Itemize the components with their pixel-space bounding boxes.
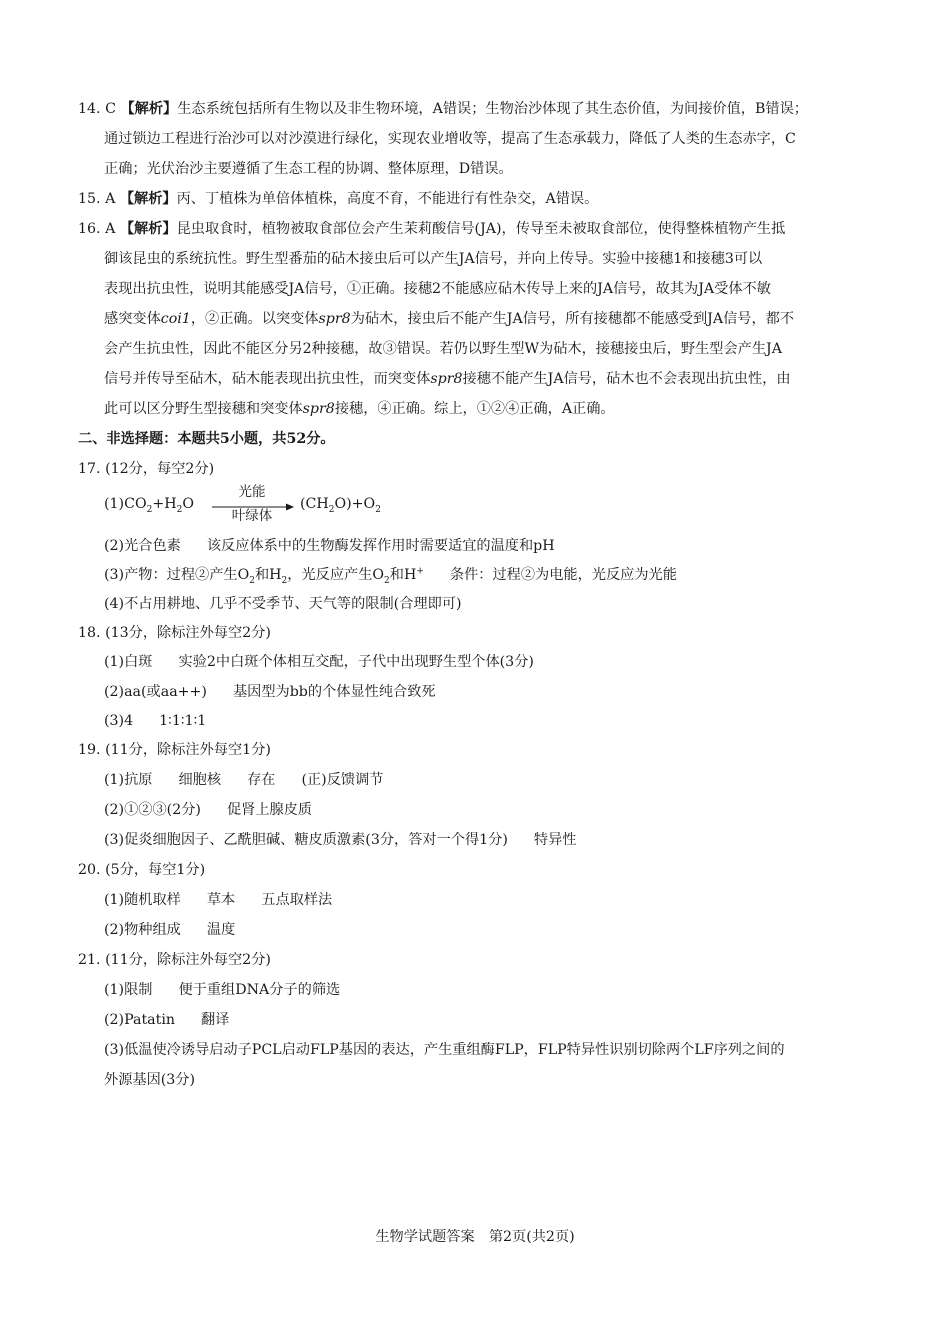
q15-analysis-tag: 【解析】 bbox=[119, 191, 177, 207]
q16-line-4 bbox=[104, 309, 878, 329]
q21-heading: 21. (11分，除标注外每空2分) bbox=[78, 952, 271, 968]
q16-line-3: 表现出抗虫性，说明其能感受JA信号，①正确。接穗2不能感应砧木传导上来的JA信号，故其为JA受体不敏 bbox=[104, 281, 771, 297]
q14-line-1 bbox=[78, 99, 878, 119]
q19-heading: 19. (11分，除标注外每空1分) bbox=[78, 742, 271, 758]
section-2-heading: 二、非选择题：本题共5小题，共52分。 bbox=[78, 431, 335, 447]
gene-spr8: spr8 bbox=[318, 311, 351, 327]
q17-equation bbox=[104, 486, 604, 526]
q16-text-4a: 感突变体 bbox=[104, 311, 161, 327]
q18-heading: 18. (13分，除标注外每空2分) bbox=[78, 625, 271, 641]
arrow-condition-chloroplast: 叶绿体 bbox=[231, 508, 273, 524]
q16-line-7 bbox=[104, 399, 878, 419]
q16-line-2: 御该昆虫的系统抗性。野生型番茄的砧木接虫后可以产生JA信号，并向上传导。实验中接穗1和接穗3可以 bbox=[104, 251, 763, 267]
q16-line-6 bbox=[104, 369, 878, 389]
gene-coi1: coi1 bbox=[160, 311, 191, 327]
q16-text-7b: 接穗，④正确。综上，①②④正确，A正确。 bbox=[334, 401, 615, 417]
q18-answer-1: (1)白斑 实验2中白斑个体相互交配，子代中出现野生型个体(3分) bbox=[104, 654, 534, 670]
q17-answer-4: (4)不占用耕地、几乎不受季节、天气等的限制(合理即可) bbox=[104, 596, 462, 612]
q21-answer-2: (2)Patatin 翻译 bbox=[104, 1012, 230, 1028]
q16-analysis-tag: 【解析】 bbox=[119, 221, 177, 237]
q21-answer-1: (1)限制 便于重组DNA分子的筛选 bbox=[104, 982, 341, 998]
q19-answer-3: (3)促炎细胞因子、乙酰胆碱、糖皮质激素(3分，答对一个得1分) 特异性 bbox=[104, 832, 577, 848]
q14-number: 14. C bbox=[78, 101, 116, 117]
q16-text-4c: 为砧木，接虫后不能产生JA信号，所有接穗都不能感受到JA信号，都不 bbox=[350, 311, 795, 327]
q20-answer-1: (1)随机取样 草本 五点取样法 bbox=[104, 892, 333, 908]
q21-answer-3-cont: 外源基因(3分) bbox=[104, 1072, 196, 1088]
q16-line-5: 会产生抗虫性，因此不能区分另2种接穗，故③错误。若仍以野生型W为砧木，接穗接虫后，野生型会产生JA bbox=[104, 341, 782, 357]
q16-line-1 bbox=[78, 219, 878, 239]
equation-reactants: $(1)CO_2+H_2O$ bbox=[104, 496, 194, 515]
q14-line-2: 通过锁边工程进行治沙可以对沙漠进行绿化，实现农业增收等，提高了生态承载力，降低了人类的生态赤字，C bbox=[104, 131, 796, 147]
q16-number: 16. A bbox=[78, 221, 116, 237]
q17-answer-3: (3)产物：过程②产生$O_2$和$H_2$，光反应产生$O_2$和H+ 条件：过程②为电能，光反应为光能 bbox=[104, 566, 677, 585]
q20-heading: 20. (5分，每空1分) bbox=[78, 862, 206, 878]
q16-text-6b: 接穗不能产生JA信号，砧木也不会表现出抗虫性，由 bbox=[462, 371, 791, 387]
equation-products: $(CH_2O)+O_2$ bbox=[300, 496, 381, 515]
q19-answer-2: (2)①②③(2分) 促肾上腺皮质 bbox=[104, 802, 313, 818]
q18-answer-2: (2)aa(或aa++) 基因型为bb的个体显性纯合致死 bbox=[104, 684, 436, 700]
q15-text-1: 丙、丁植株为单倍体植株，高度不育，不能进行有性杂交，A错误。 bbox=[176, 191, 599, 207]
q14-line-3: 正确；光伏治沙主要遵循了生态工程的协调、整体原理，D错误。 bbox=[104, 161, 513, 177]
q17-answer-2: (2)光合色素 该反应体系中的生物酶发挥作用时需要适宜的温度和pH bbox=[104, 538, 555, 554]
gene-spr8: spr8 bbox=[302, 401, 335, 417]
q17-heading: 17. (12分，每空2分) bbox=[78, 461, 215, 477]
q21-answer-3: (3)低温使冷诱导启动子PCL启动FLP基因的表达，产生重组酶FLP，FLP特异性识别切除两个LF序列之间的 bbox=[104, 1042, 785, 1058]
q14-text-1: 生态系统包括所有生物以及非生物环境，A错误；生物治沙体现了其生态价值，为间接价值，B错误； bbox=[177, 101, 808, 117]
q16-text-6a: 信号并传导至砧木，砧木能表现出抗虫性，而突变体 bbox=[104, 371, 431, 387]
q18-answer-3: (3)4 1∶1∶1∶1 bbox=[104, 713, 207, 729]
q16-text-7a: 此可以区分野生型接穗和突变体 bbox=[104, 401, 303, 417]
q15-line-1 bbox=[78, 189, 878, 209]
q14-analysis-tag: 【解析】 bbox=[120, 101, 178, 117]
q16-text-1: 昆虫取食时，植物被取食部位会产生茉莉酸信号(JA)，传导至未被取食部位，使得整株植物产生抵 bbox=[176, 221, 786, 237]
q20-answer-2: (2)物种组成 温度 bbox=[104, 922, 236, 938]
q16-text-4b: ，②正确。以突变体 bbox=[190, 311, 319, 327]
q19-answer-1: (1)抗原 细胞核 存在 (正)反馈调节 bbox=[104, 772, 384, 788]
page-footer: 生物学试题答案 第2页(共2页) bbox=[375, 1229, 575, 1245]
arrow-condition-light: 光能 bbox=[238, 484, 266, 500]
gene-spr8: spr8 bbox=[430, 371, 463, 387]
q15-number: 15. A bbox=[78, 191, 116, 207]
